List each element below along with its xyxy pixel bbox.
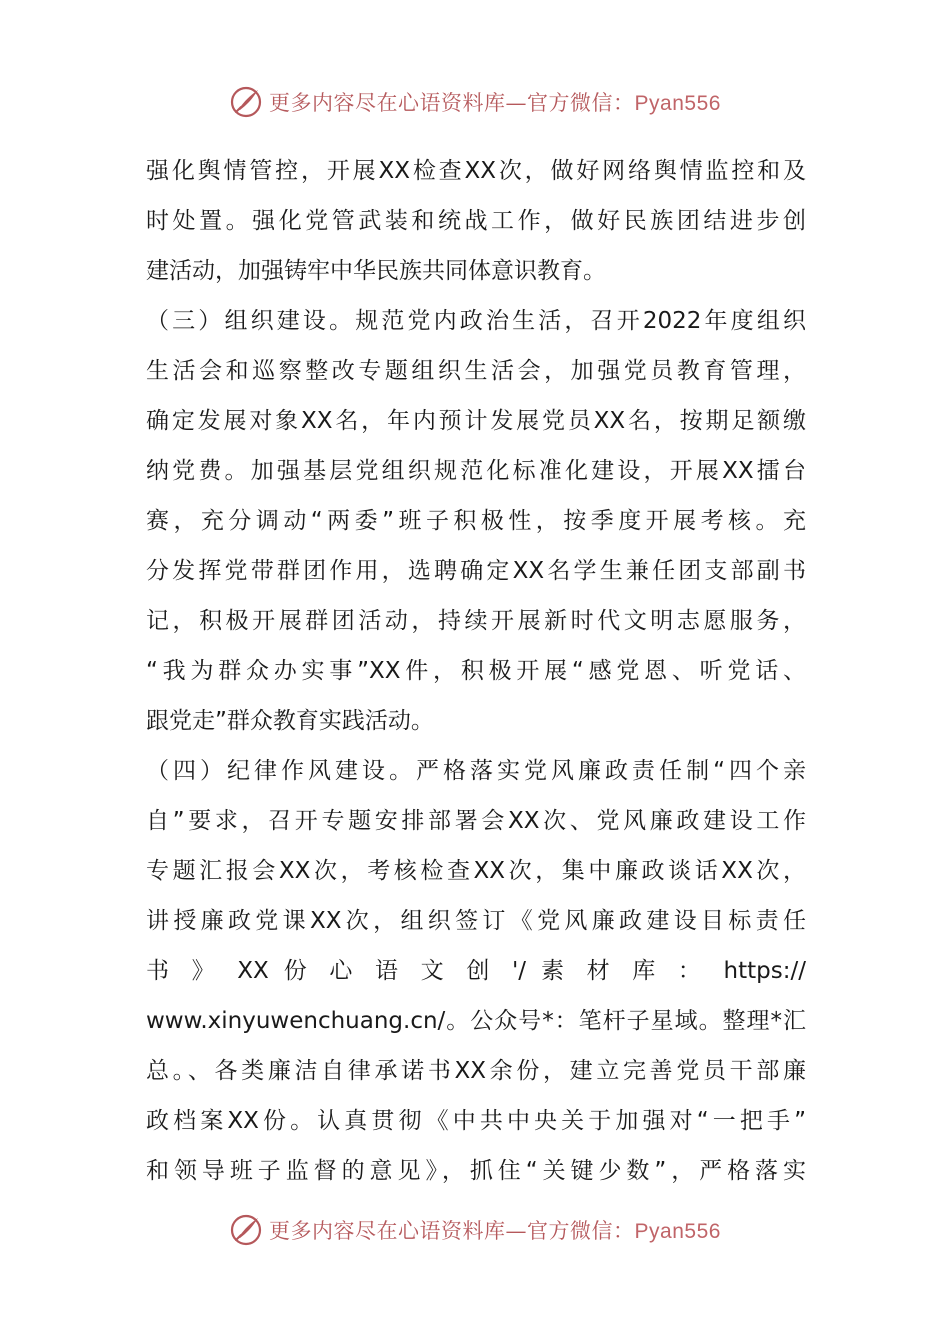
text-line: 跟党走”群众教育实践活动。 xyxy=(146,708,434,734)
header-watermark-banner xyxy=(0,82,950,122)
quill-pen-icon xyxy=(229,85,263,119)
text-line: 分发挥党带群团作用，选聘确定XX名学生兼任团支部副书 xyxy=(146,558,806,584)
quill-pen-icon xyxy=(229,1213,263,1247)
text-line: 赛，充分调动“两委”班子积极性，按季度开展考核。充 xyxy=(146,508,806,534)
text-line: 生活会和巡察整改专题组织生活会，加强党员教育管理， xyxy=(146,358,806,384)
text-line: 纳党费。加强基层党组织规范化标准化建设，开展XX擂台 xyxy=(146,458,806,484)
text-line: “我为群众办实事”XX件，积极开展“感党恩、听党话、 xyxy=(146,658,806,684)
text-line: 自”要求，召开专题安排部署会XX次、党风廉政建设工作 xyxy=(146,808,806,834)
text-line: 记，积极开展群团活动，持续开展新时代文明志愿服务， xyxy=(146,608,806,634)
banner-text: 更多内容尽在心语资料库—官方微信：Pyan556 xyxy=(269,1219,721,1243)
text-line: 建活动，加强铸牢中华民族共同体意识教育。 xyxy=(146,258,606,284)
text-line: 强化舆情管控，开展XX检查XX次，做好网络舆情监控和及 xyxy=(146,158,806,184)
text-line: 和领导班子监督的意见》，抓住“关键少数”，严格落实 xyxy=(146,1158,806,1184)
text-line: 总。、各类廉洁自律承诺书XX余份，建立完善党员干部廉 xyxy=(146,1058,806,1084)
banner-text: 更多内容尽在心语资料库—官方微信：Pyan556 xyxy=(269,91,721,115)
text-line: （四）纪律作风建设。严格落实党风廉政责任制“四个亲 xyxy=(146,758,806,784)
text-line: 确定发展对象XX名，年内预计发展党员XX名，按期足额缴 xyxy=(146,408,806,434)
text-line: 专题汇报会XX次，考核检查XX次，集中廉政谈话XX次， xyxy=(146,858,806,884)
footer-watermark-banner xyxy=(0,1210,950,1250)
text-line: 时处置。强化党管武装和统战工作，做好民族团结进步创 xyxy=(146,208,806,234)
text-line: （三）组织建设。规范党内政治生活，召开2022年度组织 xyxy=(146,308,806,334)
text-line: www.xinyuwenchuang.cn/。公众号*：笔杆子星域。整理*汇 xyxy=(146,1008,806,1034)
document-body xyxy=(146,146,806,1196)
text-line: 书 》 XX 份 心 语 文 创 '/ 素 材 库 ： https:// xyxy=(146,958,806,984)
text-line: 政档案XX份。认真贯彻《中共中央关于加强对“一把手” xyxy=(146,1108,806,1134)
text-line: 讲授廉政党课XX次，组织签订《党风廉政建设目标责任 xyxy=(146,908,806,934)
